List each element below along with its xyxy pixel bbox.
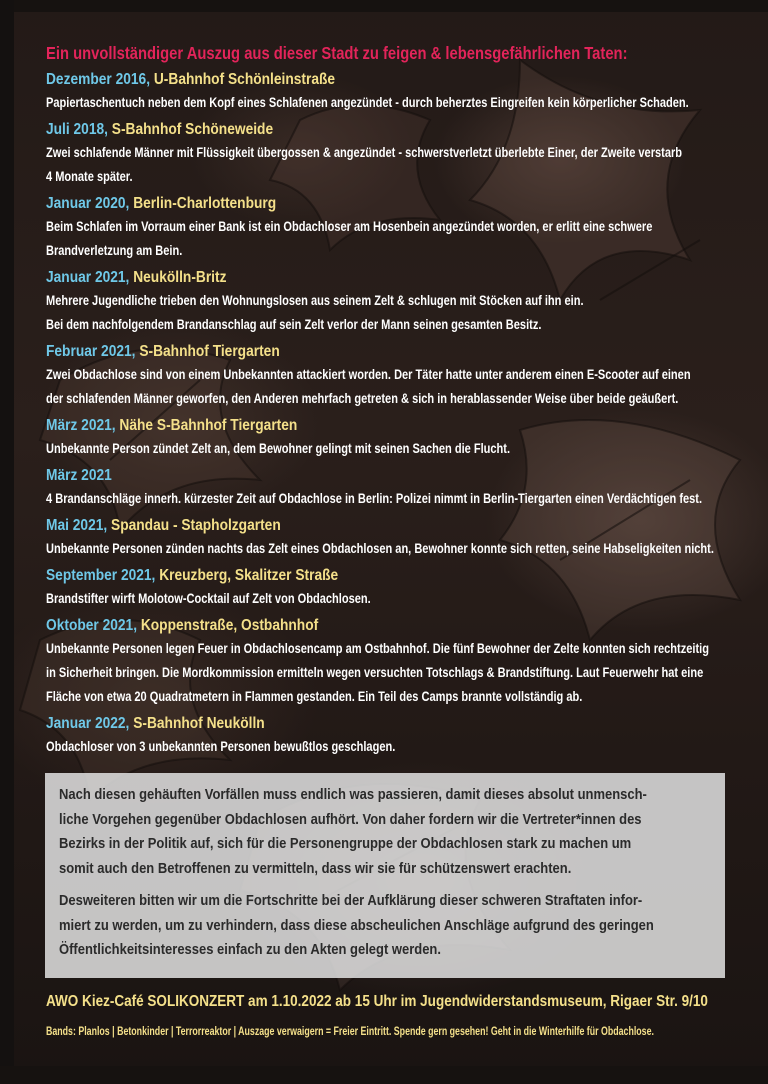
incident-heading xyxy=(46,69,648,91)
incident-heading xyxy=(46,713,648,735)
frame-left-edge xyxy=(0,0,14,1084)
frame-bottom-edge xyxy=(0,1066,768,1084)
incident-heading xyxy=(46,119,648,141)
incident-description xyxy=(46,215,746,263)
bands-line: Bands: Planlos | Betonkinder | Terrorreaktor | Auszage verwaigern = Freier Eintritt. Spende gern gesehen! Geht in die Winterhilfe für Obdachlose. xyxy=(46,1024,654,1038)
incident-description-line: Zwei schlafende Männer mit Flüssigkeit übergossen & angezündet - schwerstverletzt überlebte Einer, der Zweite verstarb xyxy=(46,145,683,160)
incident-entry xyxy=(46,341,746,415)
incident-description xyxy=(46,637,746,709)
incident-description-line: 4 Monate später. xyxy=(46,169,133,184)
incident-location: S-Bahnhof Neukölln xyxy=(133,715,265,732)
incident-heading xyxy=(46,615,648,637)
incident-description-line: Papiertaschentuch neben dem Kopf eines Schlafenen angezündet - durch beherztes Eingreifen kein körperlicher Schaden. xyxy=(46,95,689,110)
incident-heading xyxy=(46,565,648,587)
incident-location: Nähe S-Bahnhof Tiergarten xyxy=(119,417,298,434)
incident-description-line: Obdachloser von 3 unbekannten Personen bewußtlos geschlagen. xyxy=(46,739,396,754)
incident-list xyxy=(46,69,746,763)
incident-location: Berlin-Charlottenburg xyxy=(133,195,277,212)
incident-date: Februar 2021, xyxy=(46,343,136,360)
incident-description-line: Brandstifter wirft Molotow-Cocktail auf Zelt von Obdachlosen. xyxy=(46,591,371,606)
incident-description xyxy=(46,537,746,561)
incident-date: September 2021, xyxy=(46,567,156,584)
incident-heading xyxy=(46,341,648,363)
incident-description-line: in Sicherheit bringen. Die Mordkommission ermitteln wegen versuchten Totschlags & Brandstiftung. Laut Feuerwehr hat eine xyxy=(46,665,704,680)
appeal-box xyxy=(45,773,725,978)
incident-date: Dezember 2016, xyxy=(46,71,151,88)
incident-heading xyxy=(46,515,648,537)
entry-spacer xyxy=(46,759,746,763)
incident-date: März 2021, xyxy=(46,417,116,434)
incident-location: Spandau - Stapholzgarten xyxy=(111,517,281,534)
incident-date: Januar 2022, xyxy=(46,715,130,732)
incident-description-line: Zwei Obdachlose sind von einem Unbekannten attackiert worden. Der Täter hatte unter anderem einen E-Scooter auf einen xyxy=(46,367,691,382)
incident-entry xyxy=(46,713,746,763)
incident-entry xyxy=(46,193,746,267)
incident-description-line: 4 Brandanschläge innerh. kürzester Zeit auf Obdachlose in Berlin: Polizei nimmt in Berlin-Tiergarten einen Verdächtigen fest. xyxy=(46,491,703,506)
incident-entry xyxy=(46,119,746,193)
incident-location: U-Bahnhof Schönleinstraße xyxy=(153,71,336,88)
incident-date: Oktober 2021, xyxy=(46,617,138,634)
incident-heading xyxy=(46,465,648,487)
incident-location: S-Bahnhof Schöneweide xyxy=(111,121,274,138)
incident-date: Mai 2021, xyxy=(46,517,108,534)
concert-announcement: AWO Kiez-Café SOLIKONZERT am 1.10.2022 ab 15 Uhr im Jugendwiderstandsmuseum, Rigaer Str. 9/10 xyxy=(46,993,708,1010)
incident-description xyxy=(46,487,746,511)
incident-location: Koppenstraße, Ostbahnhof xyxy=(140,617,319,634)
incident-description xyxy=(46,437,746,461)
incident-description-line: Brandverletzung am Bein. xyxy=(46,243,183,258)
incident-date: Januar 2020, xyxy=(46,195,130,212)
incident-description-line: der schlafenden Männer geworfen, den Anderen mehrfach getreten & sich in herablassender Weise über beide geäußert. xyxy=(46,391,679,406)
incident-description-line: Mehrere Jugendliche trieben den Wohnungslosen aus seinem Zelt & schlugen mit Stöcken auf ihn ein. xyxy=(46,293,584,308)
incident-description xyxy=(46,735,746,759)
incident-description-line: Fläche von etwa 20 Quadratmetern in Flammen gestanden. Ein Teil des Camps brannte vollständig ab. xyxy=(46,689,583,704)
incident-heading xyxy=(46,267,648,289)
appeal-line: liche Vorgehen gegenüber Obdachlosen aufhört. Von daher fordern wir die Vertreter*innen des xyxy=(59,810,642,828)
incident-entry xyxy=(46,415,746,465)
incident-entry xyxy=(46,69,746,119)
incident-description xyxy=(46,363,746,411)
flyer-headline: Ein unvollständiger Auszug aus dieser Stadt zu feigen & lebensgefährlichen Taten: xyxy=(46,43,628,63)
incident-location: S-Bahnhof Tiergarten xyxy=(139,343,280,360)
paragraph-spacer xyxy=(59,881,709,889)
incident-entry xyxy=(46,267,746,341)
appeal-line: miert zu werden, um zu verhindern, dass diese abscheulichen Anschläge aufgrund des geringen xyxy=(59,916,654,934)
incident-date: Juli 2018, xyxy=(46,121,108,138)
appeal-line: Nach diesen gehäuften Vorfällen muss endlich was passieren, damit dieses absolut unmensch- xyxy=(59,786,647,803)
appeal-line: Desweiteren bitten wir um die Fortschritte bei der Aufklärung dieser schweren Straftaten infor- xyxy=(59,892,643,909)
incident-location: Neukölln-Britz xyxy=(133,269,227,286)
incident-description xyxy=(46,289,746,337)
incident-description-line: Bei dem nachfolgendem Brandanschlag auf sein Zelt verlor der Mann seinen gesamten Besitz. xyxy=(46,317,542,332)
incident-heading xyxy=(46,193,648,215)
incident-date: März 2021 xyxy=(46,467,112,484)
incident-description-line: Beim Schlafen im Vorraum einer Bank ist ein Obdachloser am Hosenbein angezündet worden, er erlitt eine schwere xyxy=(46,219,653,234)
appeal-line: Bezirks in der Politik auf, sich für die Personengruppe der Obdachlosen stark zu machen um xyxy=(59,835,632,852)
incident-description-line: Unbekannte Person zündet Zelt an, dem Bewohner gelingt mit seinen Sachen die Flucht. xyxy=(46,441,511,456)
incident-location: Kreuzberg, Skalitzer Straße xyxy=(159,567,339,584)
appeal-text xyxy=(59,783,709,963)
incident-date: Januar 2021, xyxy=(46,269,130,286)
incident-entry xyxy=(46,465,746,515)
incident-heading xyxy=(46,415,648,437)
appeal-line: Öffentlichkeitsinteresses einfach zu den Akten gelegt werden. xyxy=(59,941,441,958)
incident-description xyxy=(46,91,746,115)
incident-entry xyxy=(46,515,746,565)
incident-description xyxy=(46,141,746,189)
incident-description xyxy=(46,587,746,611)
incident-entry xyxy=(46,565,746,615)
incident-description-line: Unbekannte Personen legen Feuer in Obdachlosencamp am Ostbahnhof. Die fünf Bewohner der Zelte konnten sich rechtzeitig xyxy=(46,641,709,656)
incident-entry xyxy=(46,615,746,713)
appeal-line: somit auch den Betroffenen zu vermitteln, dass wir sie für schützenswert erachten. xyxy=(59,859,572,877)
appeal-paragraph-1 xyxy=(59,783,709,881)
frame-top-edge xyxy=(0,0,768,12)
appeal-paragraph-2 xyxy=(59,889,709,963)
incident-description-line: Unbekannte Personen zünden nachts das Zelt eines Obdachlosen an, Bewohner konnte sich retten, seine Habseligkeiten nicht. xyxy=(46,541,714,556)
incident-list-section xyxy=(46,40,746,763)
